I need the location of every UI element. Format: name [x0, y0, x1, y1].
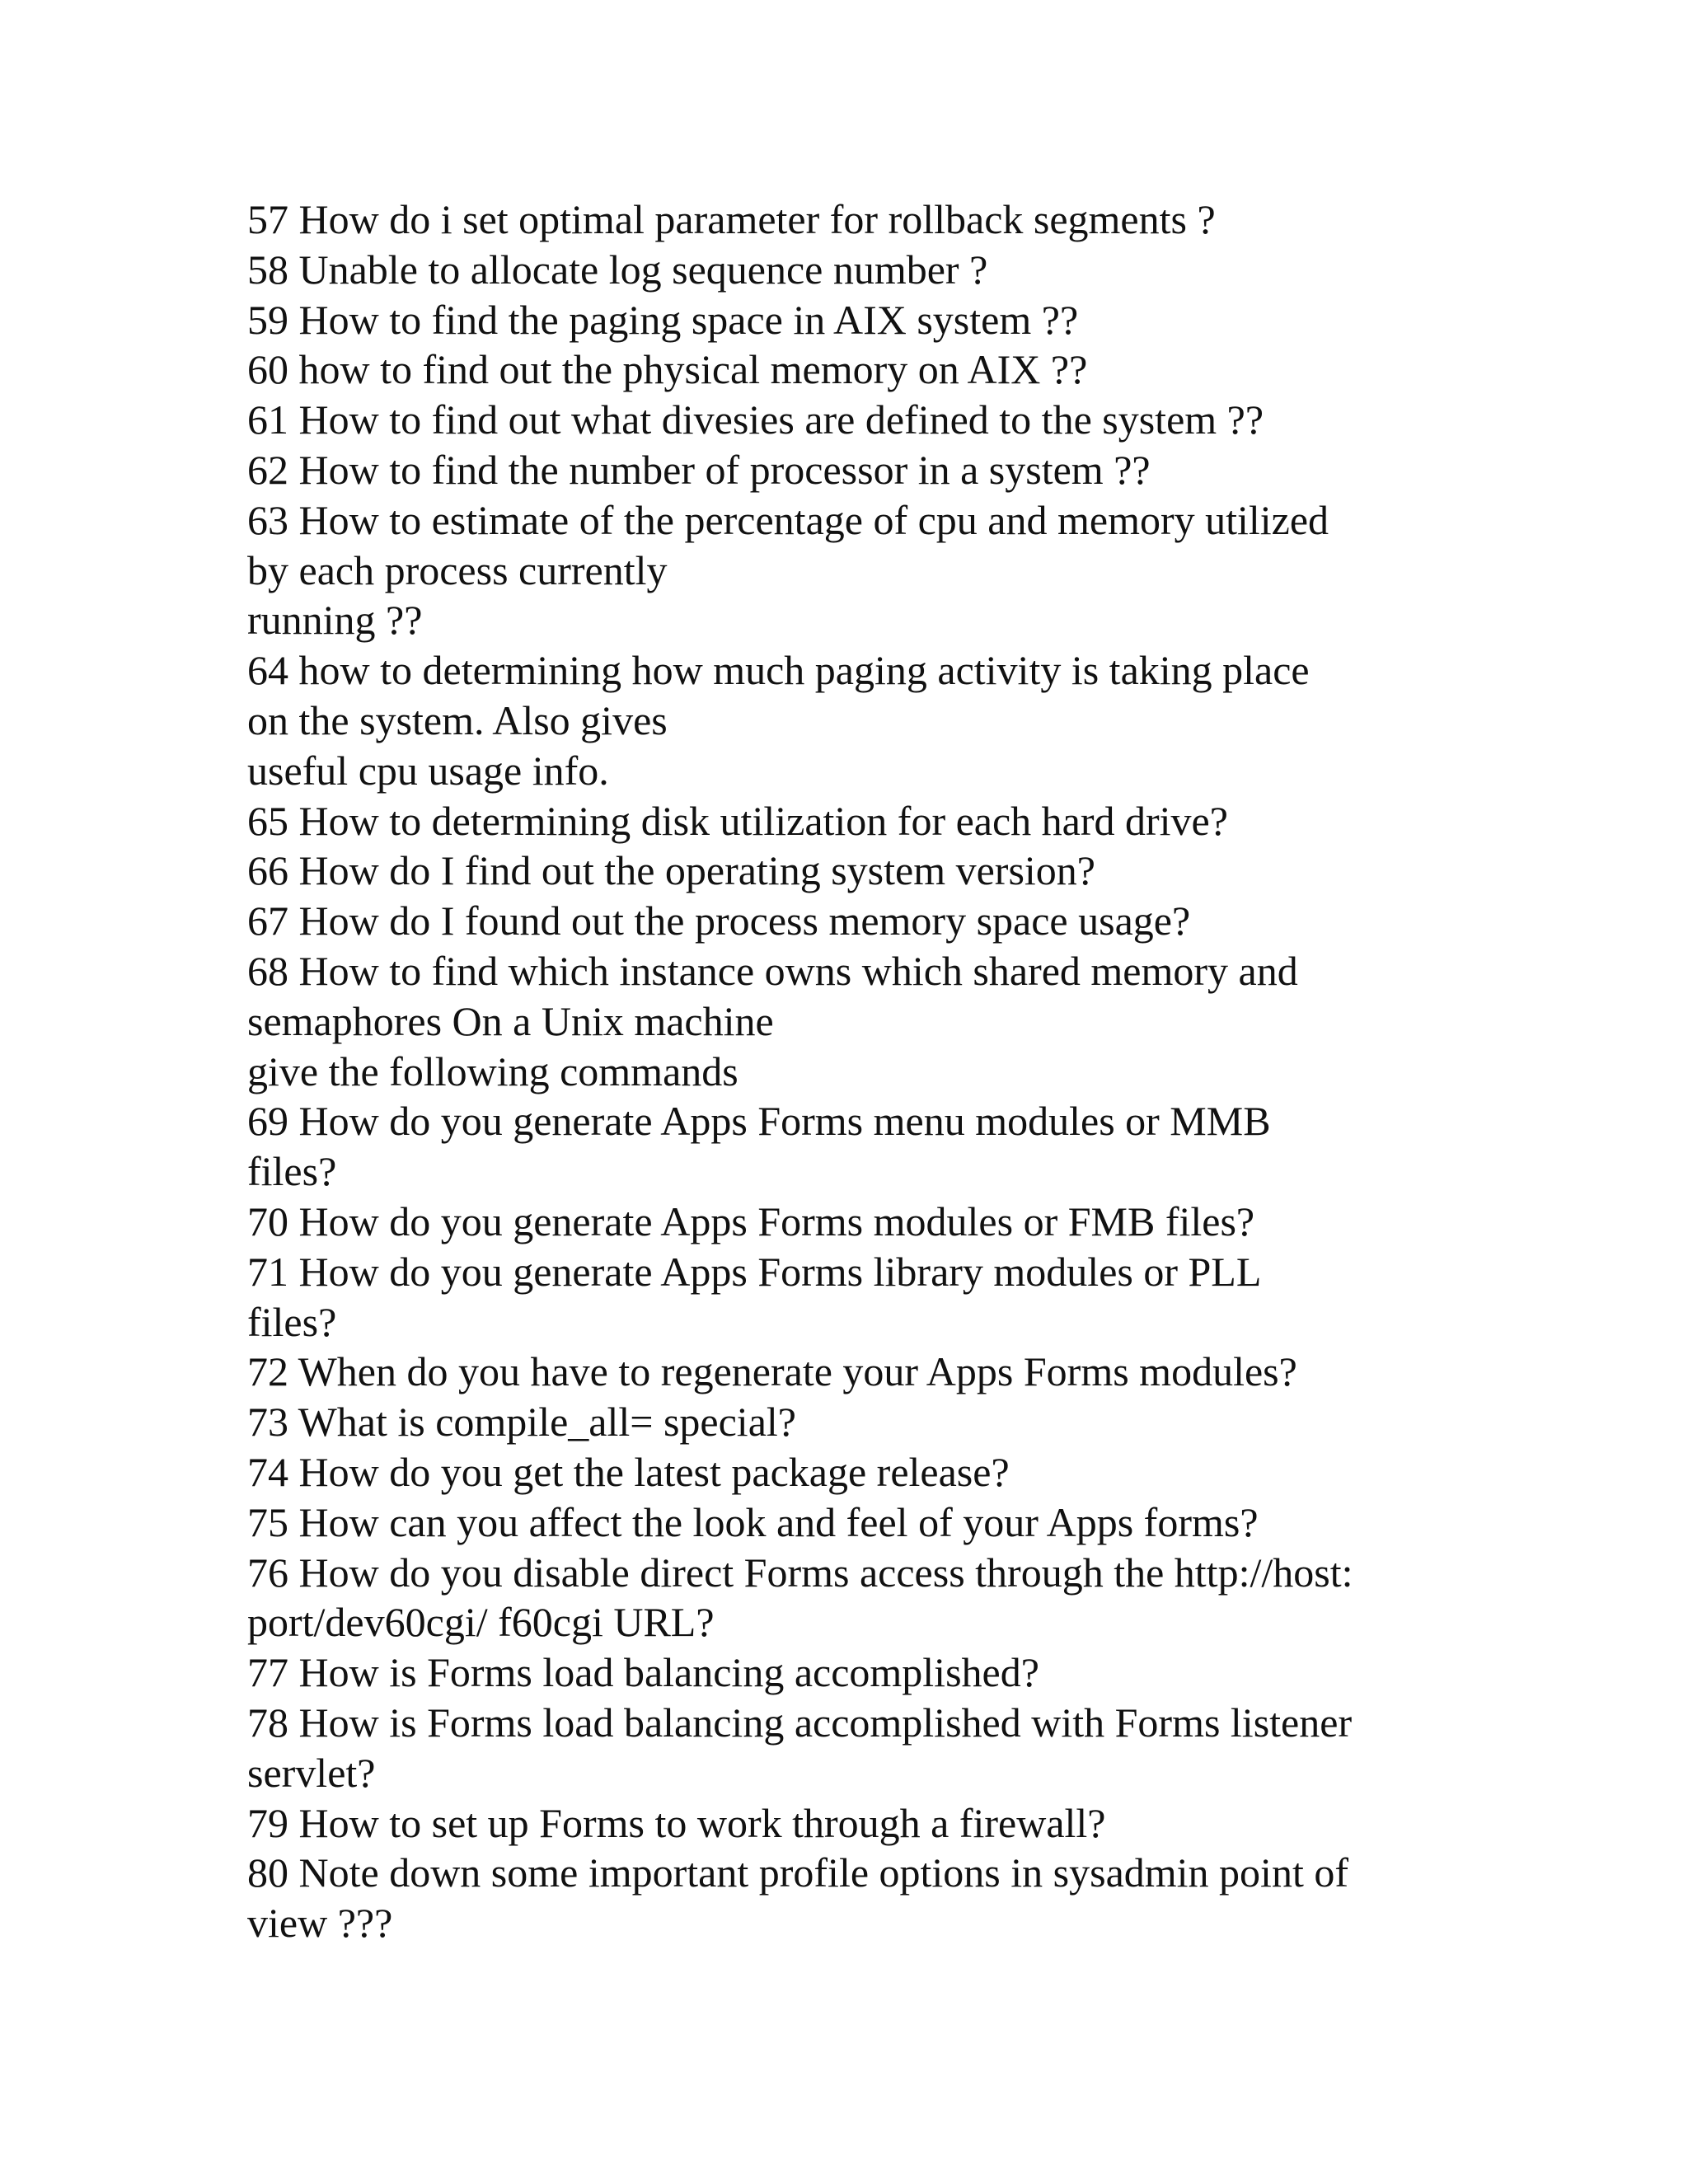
text-line: 66 How do I find out the operating system version?: [247, 847, 1095, 894]
text-line: 68 How to find which instance owns which shared memory and: [247, 947, 1298, 994]
text-line: 65 How to determining disk utilization for each hard drive?: [247, 797, 1228, 844]
text-line: on the system. Also gives: [247, 696, 668, 743]
text-line: 78 How is Forms load balancing accomplished with Forms listener: [247, 1699, 1353, 1746]
text-line: servlet?: [247, 1749, 376, 1796]
text-line: files?: [247, 1148, 337, 1195]
text-line: 67 How do I found out the process memory space usage?: [247, 898, 1191, 944]
text-line: 69 How do you generate Apps Forms menu modules or MMB: [247, 1098, 1271, 1145]
question-list: [247, 194, 1484, 1948]
text-line: 61 How to find out what divesies are defined to the system ??: [247, 396, 1264, 443]
text-line: 59 How to find the paging space in AIX system ??: [247, 296, 1079, 343]
text-line: 72 When do you have to regenerate your Apps Forms modules?: [247, 1348, 1297, 1395]
text-line: 71 How do you generate Apps Forms library modules or PLL: [247, 1248, 1262, 1295]
text-line: semaphores On a Unix machine: [247, 997, 774, 1044]
text-line: view ???: [247, 1900, 393, 1947]
text-line: give the following commands: [247, 1047, 738, 1094]
text-line: 70 How do you generate Apps Forms modules or FMB files?: [247, 1197, 1255, 1244]
text-line: 79 How to set up Forms to work through a firewall?: [247, 1799, 1106, 1846]
text-line: 58 Unable to allocate log sequence number ?: [247, 246, 988, 293]
text-line: 77 How is Forms load balancing accomplished?: [247, 1649, 1039, 1696]
text-line: 64 how to determining how much paging activity is taking place: [247, 647, 1310, 694]
text-line: 60 how to find out the physical memory on AIX ??: [247, 346, 1088, 393]
text-line: port/dev60cgi/ f60cgi URL?: [247, 1599, 715, 1646]
text-line: 62 How to find the number of processor in a system ??: [247, 446, 1151, 493]
text-line: 73 What is compile_all= special?: [247, 1399, 796, 1446]
text-line: 80 Note down some important profile options in sysadmin point of: [247, 1849, 1348, 1896]
text-line: 63 How to estimate of the percentage of cpu and memory utilized: [247, 496, 1329, 543]
text-line: running ??: [247, 597, 423, 644]
text-line: 74 How do you get the latest package release?: [247, 1448, 1010, 1495]
text-line: 57 How do i set optimal parameter for rollback segments ?: [247, 196, 1216, 242]
text-line: files?: [247, 1298, 337, 1345]
text-line: 75 How can you affect the look and feel of your Apps forms?: [247, 1498, 1259, 1545]
text-line: 76 How do you disable direct Forms access through the http://host:: [247, 1549, 1353, 1596]
text-line: useful cpu usage info.: [247, 747, 609, 794]
text-line: by each process currently: [247, 546, 668, 593]
